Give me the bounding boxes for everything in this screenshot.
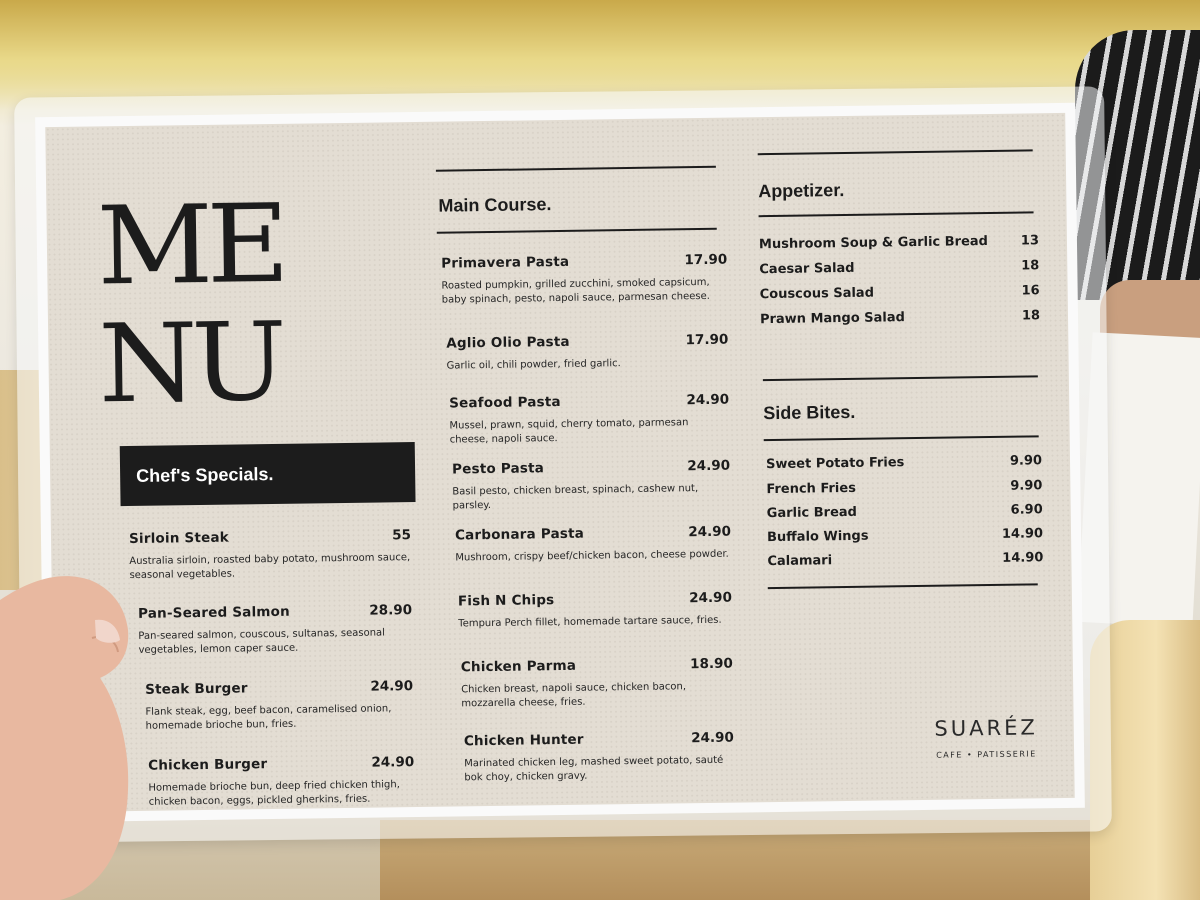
item-description: Pan-seared salmon, couscous, sultanas, seasonal vegetables, lemon caper sauce. <box>138 627 385 656</box>
item-name: Primavera Pasta <box>441 253 570 272</box>
item-description: Roasted pumpkin, grilled zucchini, smoked capsicum, baby spinach, pesto, napoli sauce, parmesan cheese. <box>441 276 710 306</box>
item-description: Mussel, prawn, squid, cherry tomato, parmesan cheese, napoli sauce. <box>449 417 689 446</box>
side-bites-header: Side Bites. <box>763 401 856 424</box>
item-name: Caesar Salad <box>759 260 855 278</box>
item-description: Basil pesto, chicken breast, spinach, cashew nut, parsley. <box>452 483 699 512</box>
item-price: 14.90 <box>1001 526 1044 542</box>
item-price: 24.90 <box>689 589 733 607</box>
item-price: 24.90 <box>370 678 414 695</box>
list-item <box>767 502 1043 521</box>
item-price: 18 <box>1021 258 1040 274</box>
item-price: 18.90 <box>690 655 733 673</box>
list-item <box>766 478 1042 497</box>
item-description: Marinated chicken leg, mashed sweet potato, sauté bok choy, chicken gravy. <box>464 754 724 784</box>
item-price: 17.90 <box>684 251 728 269</box>
item-description: Australia sirloin, roasted baby potato, mushroom sauce, seasonal vegetables. <box>129 552 411 582</box>
menu-title <box>96 181 286 428</box>
item-name: Fish N Chips <box>457 592 555 610</box>
list-item <box>767 550 1043 569</box>
item-price: 24.90 <box>371 754 415 771</box>
item-name: Calamari <box>767 553 833 570</box>
menu-item <box>449 392 730 448</box>
divider-line <box>764 435 1039 441</box>
item-name: Prawn Mango Salad <box>759 310 906 328</box>
divider-line <box>759 211 1034 217</box>
menu-paper <box>45 113 1074 812</box>
item-price: 24.90 <box>686 391 730 409</box>
item-name: Seafood Pasta <box>449 393 561 412</box>
menu-item <box>455 524 732 566</box>
item-price: 14.90 <box>1002 550 1044 566</box>
menu-item <box>464 730 735 786</box>
item-price: 9.90 <box>1009 453 1043 469</box>
menu-item <box>446 332 729 374</box>
item-name: French Fries <box>766 480 856 498</box>
item-price: 16 <box>1021 283 1040 299</box>
right-column <box>757 113 1044 570</box>
item-name: Pesto Pasta <box>451 460 545 478</box>
menu-item <box>458 590 733 632</box>
list-item <box>760 308 1040 327</box>
brand-logo <box>934 715 1038 759</box>
list-item <box>759 233 1039 252</box>
menu-item <box>452 458 731 514</box>
item-price: 18 <box>1021 308 1041 324</box>
item-name: Pan-Seared Salmon <box>137 603 291 622</box>
menu-item <box>129 527 412 583</box>
divider-line <box>436 166 716 172</box>
item-price: 24.90 <box>691 729 734 747</box>
menu-item <box>138 602 413 658</box>
menu-item <box>441 252 728 308</box>
item-price: 24.90 <box>687 457 731 475</box>
item-price: 55 <box>392 527 412 544</box>
divider-line <box>768 583 1038 589</box>
list-item <box>760 283 1040 302</box>
item-price: 24.90 <box>688 523 732 541</box>
chefs-specials-header: Chef's Specials. <box>120 442 416 506</box>
menu-title-line2: NU <box>97 299 282 428</box>
item-name: Chicken Parma <box>460 657 577 676</box>
hand-holding-menu <box>0 560 150 900</box>
item-name: Mushroom Soup & Garlic Bread <box>758 234 989 253</box>
item-price: 13 <box>1020 233 1040 249</box>
item-description: Mushroom, crispy beef/chicken bacon, cheese powder. <box>455 548 729 564</box>
item-name: Carbonara Pasta <box>454 525 585 544</box>
brand-name: SUARÉZ <box>934 715 1038 741</box>
main-course-header: Main Course. <box>438 194 552 216</box>
menu-item <box>145 678 414 734</box>
divider-line <box>758 149 1033 155</box>
divider-line <box>763 375 1038 381</box>
item-name: Aglio Olio Pasta <box>446 333 570 352</box>
item-description: Garlic oil, chili powder, fried garlic. <box>446 358 621 372</box>
middle-column <box>435 118 734 784</box>
list-item <box>766 453 1042 472</box>
item-name: Chicken Burger <box>148 756 268 774</box>
item-name: Chicken Hunter <box>463 731 584 750</box>
menu-item <box>148 754 415 810</box>
item-name: Couscous Salad <box>759 285 875 303</box>
item-description: Homemade brioche bun, deep fried chicken thigh, chicken bacon, eggs, pickled gherkins, fries. <box>148 779 400 808</box>
appetizer-header: Appetizer. <box>758 180 845 202</box>
item-name: Sweet Potato Fries <box>765 455 905 473</box>
menu-item <box>461 656 734 712</box>
item-description: Flank steak, egg, beef bacon, caramelised onion, homemade brioche bun, fries. <box>145 703 392 732</box>
item-price: 9.90 <box>1010 478 1043 494</box>
left-column <box>95 122 415 808</box>
menu-title-line1: ME <box>96 181 285 310</box>
item-price: 17.90 <box>685 331 729 349</box>
divider-line <box>437 228 717 234</box>
item-price: 6.90 <box>1010 502 1043 518</box>
brand-subtitle: CAFE • PATISSERIE <box>936 749 1037 760</box>
list-item <box>767 526 1043 545</box>
item-name: Steak Burger <box>145 680 248 698</box>
item-description: Tempura Perch fillet, homemade tartare sauce, fries. <box>458 614 722 630</box>
menu-card <box>35 103 1085 822</box>
item-name: Sirloin Steak <box>128 529 230 548</box>
item-description: Chicken breast, napoli sauce, chicken bacon, mozzarella cheese, fries. <box>461 681 687 710</box>
list-item <box>759 258 1039 277</box>
item-name: Garlic Bread <box>766 504 858 522</box>
item-price: 28.90 <box>369 602 413 619</box>
item-name: Buffalo Wings <box>766 528 869 546</box>
